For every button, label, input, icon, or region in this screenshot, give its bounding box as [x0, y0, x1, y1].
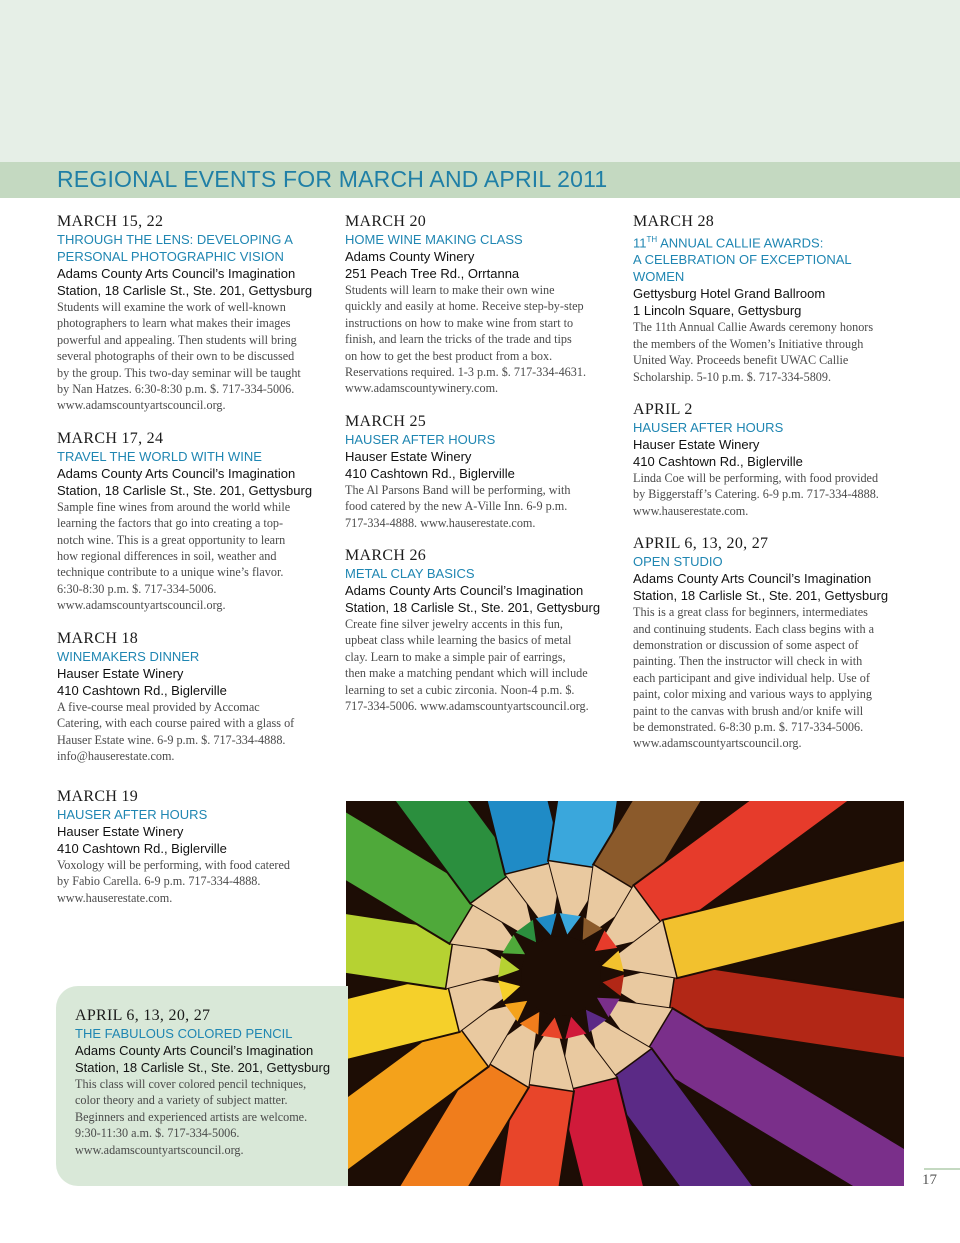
event-description: Create fine silver jewelry accents in this fun, upbeat class while learning the basics of metal clay. Learn to make a simple pair of earrings, then make a matching pendant which will include learning to set a cubic zirconia. Noon-4 p.m. $. 717-334-5006. www.adamscountyartscouncil.org. [345, 617, 589, 714]
event-date: MARCH 25 [345, 412, 427, 430]
event-title: THROUGH THE LENS: DEVELOPING A PERSONAL PHOTOGRAPHIC VISION [57, 232, 293, 264]
featured-event-box [56, 986, 348, 1186]
event-listing [57, 213, 327, 414]
event-date: MARCH 18 [57, 629, 139, 647]
event-description: Voxology will be performing, with food catered by Fabio Carella. 6-9 p.m. 717-334-4888. www.hauserestate.com. [57, 858, 290, 905]
event-venue: Adams County Winery 251 Peach Tree Rd., Orrtanna [345, 249, 520, 281]
event-date: MARCH 26 [345, 547, 427, 565]
photo-center-shadow [521, 936, 601, 1016]
event-venue: Hauser Estate Winery 410 Cashtown Rd., Biglerville [345, 448, 515, 481]
event-date: MARCH 17, 24 [57, 429, 164, 447]
event-venue: Hauser Estate Winery 410 Cashtown Rd., Biglerville [57, 665, 227, 698]
event-venue: Adams County Arts Council’s Imagination Station, 18 Carlisle St., Ste. 201, Gettysburg [345, 583, 601, 616]
event-venue: Hauser Estate Winery 410 Cashtown Rd., Biglerville [633, 436, 803, 469]
event-description: The Al Parsons Band will be performing, with food catered by the new A-Ville Inn. 6-9 p.m. 717-334-4888. www.hauserestate.com. [345, 482, 571, 530]
event-listing [57, 630, 327, 765]
event-title: OPEN STUDIO [633, 554, 723, 570]
event-date: MARCH 19 [57, 788, 139, 805]
event-date: MARCH 28 [633, 213, 715, 230]
colored-pencils-illustration [346, 801, 904, 1186]
event-venue: Adams County Arts Council’s Imagination Station, 18 Carlisle St., Ste. 201, Gettysburg [75, 1043, 331, 1075]
pencil-lead [498, 956, 519, 977]
event-description: This class will cover colored pencil techniques, color theory and a variety of subject matter. Beginners and experienced artists are welcome. 9:30-11:30 a.m. $. 717-334-5006. www.adamscountyartscouncil.org. [75, 1077, 308, 1157]
event-description: A five-course meal provided by Accomac Catering, with each course paired with a glass of Hauser Estate wine. 6-9 p.m. $. 717-334-4888. info@hauserestate.com. [57, 699, 295, 763]
event-date: APRIL 2 [633, 400, 693, 418]
event-title: HAUSER AFTER HOURS [345, 431, 496, 447]
event-venue: Hauser Estate Winery 410 Cashtown Rd., Biglerville [57, 824, 227, 856]
event-title: 11TH ANNUAL CALLIE AWARDS: A CELEBRATION OF EXCEPTIONAL WOMEN [633, 235, 852, 285]
event-listing [633, 535, 903, 752]
event-title: METAL CLAY BASICS [345, 566, 475, 582]
top-band [0, 0, 960, 162]
event-description: Linda Coe will be performing, with food provided by Biggerstaff’s Catering. 6-9 p.m. 717-334-4888. www.hauserestate.com. [633, 470, 879, 518]
event-listing [633, 401, 903, 519]
pencil-lead [541, 1018, 562, 1039]
pencil-lead [603, 975, 624, 996]
event-title: HAUSER AFTER HOURS [633, 419, 784, 435]
event-title: HOME WINE MAKING CLASS [345, 232, 523, 247]
event-listing [57, 430, 327, 614]
event-description: The 11th Annual Callie Awards ceremony honors the members of the Women’s Initiative through United Way. Proceeds benefit UWAC Callie Scholarship. 5-10 p.m. $. 717-334-5809. [633, 320, 874, 384]
event-venue: Adams County Arts Council’s Imagination Station, 18 Carlisle St., Ste. 201, Gettysburg [57, 465, 313, 498]
page-number-rule [924, 1168, 960, 1170]
event-listing [345, 547, 615, 714]
event-title: TRAVEL THE WORLD WITH WINE [57, 448, 262, 464]
events-column-2 [345, 211, 615, 731]
page-number: 17 [922, 1172, 937, 1188]
event-date: MARCH 20 [345, 213, 427, 230]
event-description: This is a great class for beginners, intermediates and continuing students. Each class begins with a demonstration or discussion of some aspect of painting. Then the instructor will check in with each participant and give individual help. Use of paint, color mixing and various ways to applying paint to the canvas with brush and/or knife will be demonstrated. 6-8:30 p.m. $. 717-334-5006. www.adamscountyartscouncil.org. [633, 605, 874, 751]
event-title: THE FABULOUS COLORED PENCIL [75, 1026, 293, 1041]
event-listing [75, 1005, 340, 1158]
event-venue: Adams County Arts Council’s Imagination Station, 18 Carlisle St., Ste. 201, Gettysburg [57, 266, 313, 298]
event-title: WINEMAKERS DINNER [57, 648, 200, 664]
event-listing [633, 213, 903, 385]
event-date: MARCH 15, 22 [57, 213, 164, 230]
event-description: Students will examine the work of well-known photographers to learn what makes their images powerful and appealing. Then students will bring several photographs of their own to be discussed by the group. This two-day seminar will be taught by Nan Hatzes. 6:30-8:30 p.m. $. 717-334-5006. www.adamscountyartscouncil.org. [57, 300, 301, 413]
pencil-lead [560, 913, 581, 934]
event-venue: Gettysburg Hotel Grand Ballroom 1 Lincoln Square, Gettysburg [633, 286, 826, 319]
event-description: Students will learn to make their own wine quickly and easily at home. Receive step-by-step instructions on how to make wine from start to finish, and learn the tricks of the trade and tips on how to get the best product from a box. Reservations required. 1-3 p.m. $. 717-334-4631. www.adamscountywinery.com. [345, 283, 586, 396]
event-title: HAUSER AFTER HOURS [57, 807, 208, 822]
event-listing [345, 213, 615, 397]
events-column-1 [57, 211, 327, 780]
event-listing [345, 413, 615, 531]
event-date: APRIL 6, 13, 20, 27 [75, 1007, 211, 1024]
event-venue: Adams County Arts Council’s Imagination Station, 18 Carlisle St., Ste. 201, Gettysburg [633, 571, 889, 604]
event-listing [57, 786, 327, 906]
event-date: APRIL 6, 13, 20, 27 [633, 535, 769, 553]
page-title: REGIONAL EVENTS FOR MARCH AND APRIL 2011 [57, 166, 608, 192]
event-description: Sample fine wines from around the world while learning the factors that go into creating a top- notch wine. This is a great opportunity to learn how regional differences in soil, weather and technique contribute to a unique wine’s flavor. 6:30-8:30 p.m. $. 717-334-5006. www.adamscountyartscouncil.org. [57, 499, 291, 613]
colored-pencils-photo [346, 801, 904, 1186]
events-column-3 [633, 211, 903, 768]
